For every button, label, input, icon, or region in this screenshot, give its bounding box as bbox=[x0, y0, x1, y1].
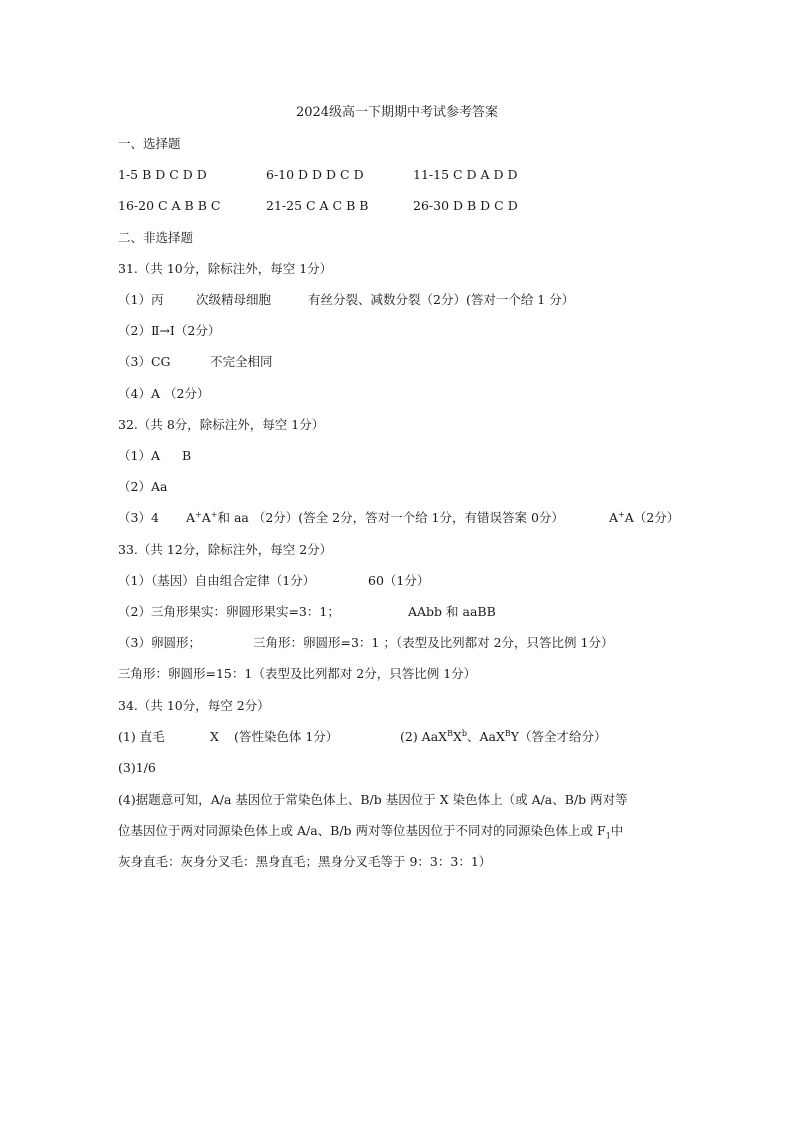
q34-a4-sub: 1 bbox=[605, 831, 611, 841]
q32-a1-part2: B bbox=[182, 448, 192, 463]
q33-a3-part2: 三角形：卵圆形=3：1 ；（表型及比列都对 2分，只答比例 1分） bbox=[253, 635, 614, 650]
q32-a3-text: A bbox=[186, 510, 196, 525]
q32-a1-part1: （1）A bbox=[118, 448, 160, 463]
q31-a3-part2: 不完全相同 bbox=[210, 354, 273, 369]
q32-heading: 32.（共 8分，除标注外，每空 1分） bbox=[118, 417, 325, 432]
q32-a3-part1: （3）4 bbox=[118, 510, 159, 525]
q31-a1-part1: （1）丙 bbox=[118, 292, 164, 307]
q34-a2-text: Y（答全才给分） bbox=[510, 729, 607, 744]
q32-a3-sup: + bbox=[195, 509, 202, 519]
q34-a2-sup: B bbox=[447, 728, 453, 738]
q32-a3-sup: + bbox=[618, 509, 625, 519]
q33-a3-part1: （3）卵圆形； bbox=[118, 635, 201, 650]
q33-a2-part2: AAbb 和 aaBB bbox=[408, 604, 496, 619]
mc-answers-6-10: 6-10 D D D C D bbox=[266, 167, 364, 182]
mc-answers-16-20: 16-20 C A B B C bbox=[118, 198, 221, 213]
mc-answers-26-30: 26-30 D B D C D bbox=[413, 198, 518, 213]
q33-answer-3-continued: 三角形：卵圆形=15：1（表型及比列都对 2分，只答比例 1分） bbox=[118, 666, 477, 681]
q32-a3-part2 bbox=[186, 510, 564, 526]
q34-answer-4-line-3: 灰身直毛：灰身分叉毛：黑身直毛；黑身分叉毛等于 9：3：3：1） bbox=[118, 854, 492, 869]
q34-a4-text: 位基因位于两对同源染色体上或 A/a、B/b 两对等位基因位于不同对的同源染色体上或 F bbox=[118, 823, 606, 838]
q34-a2-text: (2) AaX bbox=[400, 729, 448, 744]
q33-heading: 33.（共 12分，除标注外，每空 2分） bbox=[118, 542, 333, 557]
q32-answer-2: （2）Aa bbox=[118, 479, 168, 494]
q34-a2-text: X bbox=[452, 729, 462, 744]
q34-a2-text: 、AaX bbox=[466, 729, 505, 744]
q31-a3-part1: （3）CG bbox=[118, 354, 171, 369]
q34-a4-text: 中 bbox=[610, 823, 624, 838]
section-choice-heading: 一、选择题 bbox=[118, 136, 181, 151]
q32-a3-text: A bbox=[201, 510, 211, 525]
document-title: 2024级高一下期期中考试参考答案 bbox=[295, 105, 499, 120]
q31-a1-part3: 有丝分裂、减数分裂（2分）(答对一个给 1 分） bbox=[308, 292, 575, 307]
q32-a3-part3 bbox=[609, 510, 679, 526]
q31-answer-4: （4）A （2分） bbox=[118, 386, 210, 401]
q31-a1-part2: 次级精母细胞 bbox=[196, 292, 272, 307]
q32-a3-text: 和 aa （2分）(答全 2分，答对一个给 1分，有错误答案 0分） bbox=[217, 510, 564, 525]
q32-a3-text: A（2分） bbox=[624, 510, 680, 525]
q33-a1-part1: （1）（基因）自由组合定律（1分） bbox=[118, 573, 316, 588]
mc-answers-11-15: 11-15 C D A D D bbox=[413, 167, 518, 182]
mc-answers-21-25: 21-25 C A C B B bbox=[266, 198, 369, 213]
q32-a3-sup: + bbox=[210, 509, 218, 519]
q34-a1-part1: (1) 直毛 bbox=[118, 729, 165, 744]
q34-answer-4-line-2 bbox=[118, 823, 623, 839]
mc-answers-1-5: 1-5 B D C D D bbox=[118, 167, 207, 182]
q33-a2-part1: （2）三角形果实：卵圆形果实=3：1； bbox=[118, 604, 340, 619]
q34-answer-4-line-1: (4)据题意可知，A/a 基因位于常染色体上、B/b 基因位于 X 染色体上（或 A/a、B/b 两对等 bbox=[118, 792, 628, 807]
q31-heading: 31.（共 10分，除标注外，每空 1分） bbox=[118, 261, 333, 276]
q34-a2-sup: B bbox=[504, 728, 511, 738]
q34-answer-3: (3)1/6 bbox=[118, 760, 156, 775]
q34-answer-2 bbox=[400, 729, 607, 745]
q34-a2-sup: b bbox=[461, 728, 467, 738]
q34-heading: 34.（共 10分，每空 2分） bbox=[118, 698, 270, 713]
q31-answer-2: （2）Ⅱ→Ⅰ（2分） bbox=[118, 323, 221, 338]
section-nonchoice-heading: 二、非选择题 bbox=[118, 230, 194, 245]
q34-a1-part3: (答性染色体 1分） bbox=[234, 729, 339, 744]
q34-a1-part2: X bbox=[210, 729, 219, 744]
q32-a3-text: A bbox=[609, 510, 619, 525]
q33-a1-part2: 60（1分） bbox=[368, 573, 430, 588]
